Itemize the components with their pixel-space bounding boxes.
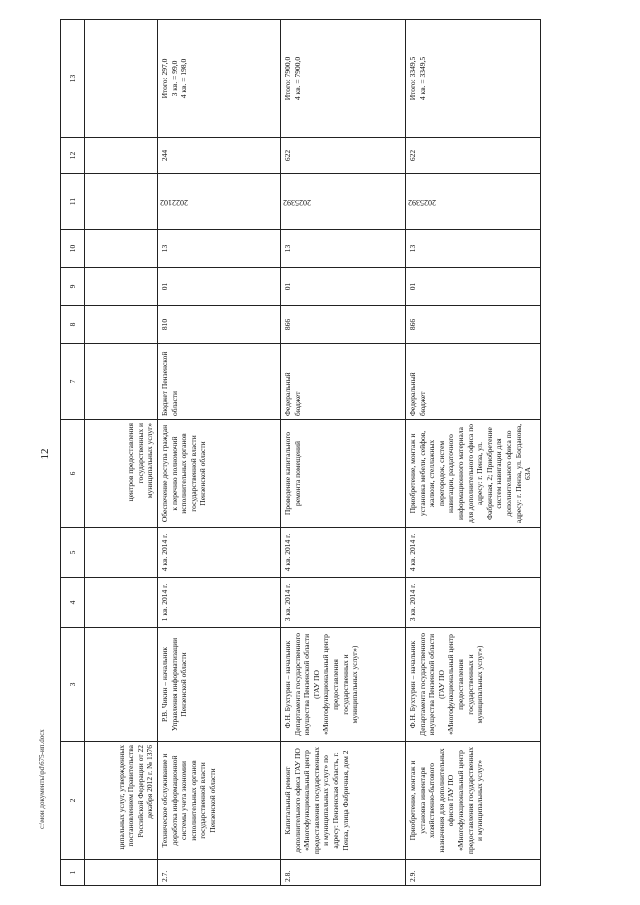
row-number: 2.8. (281, 860, 406, 886)
section-code: 01 (406, 268, 541, 306)
row-number (85, 860, 158, 886)
header-cell: 7 (61, 344, 85, 420)
financing-quarter: 3 кв. = 99,0 (169, 60, 179, 97)
start-date: 3 кв. 2014 г. (406, 578, 541, 628)
header-cell: 6 (61, 420, 85, 528)
footer-file-path: c:\мои документы\pd\675-ип.docx (38, 729, 46, 829)
expected-result: Проведение капитального ремонта помещений (281, 420, 406, 528)
table-row (406, 20, 541, 886)
table-header-row (61, 20, 85, 886)
financing-quarter: 4 кв. = 7900,0 (292, 56, 302, 101)
budget-code (85, 306, 158, 344)
table-row (85, 20, 158, 886)
target-article (406, 174, 541, 230)
expense-type (85, 138, 158, 174)
responsible: Р.В. Чикин – начальник Управления информатизации Пензенской области (158, 628, 281, 742)
start-date: 1 кв. 2014 г. (158, 578, 281, 628)
end-date (85, 528, 158, 578)
financing-amount (158, 20, 281, 138)
header-cell: 2 (61, 742, 85, 860)
program-activities-table (60, 19, 541, 886)
section-code: 01 (281, 268, 406, 306)
expected-result: центров предоставления государственных и муниципальных услуг» (85, 420, 158, 528)
page-number: 12 (39, 448, 51, 460)
row-number: 2.7. (158, 860, 281, 886)
header-cell: 11 (61, 174, 85, 230)
table-row (281, 20, 406, 886)
target-article (85, 174, 158, 230)
target-article (281, 174, 406, 230)
subsection-code: 13 (406, 230, 541, 268)
budget-code: 866 (281, 306, 406, 344)
financing-amount (406, 20, 541, 138)
expected-result: Обеспечение доступа граждан к перечню полномочий исполнительных органов государственной власти Пензенской области (158, 420, 281, 528)
activity-name: Техническое обслуживание и доработка информационной системы учета экономии исполнительных органов государственной власти Пензенской области (158, 742, 281, 860)
financing-total: Итого: 297,0 (160, 58, 169, 99)
financing-total: Итого: 3349,5 (408, 56, 417, 101)
header-cell: 1 (61, 860, 85, 886)
expense-type: 244 (158, 138, 281, 174)
end-date: 4 кв. 2014 г. (406, 528, 541, 578)
section-code: 01 (158, 268, 281, 306)
program-table-rotated (60, 20, 630, 886)
expected-result: Приобретение, монтаж и установка мебели, сейфов, жалюзи, стеллажных перегородок, систем навигации, раздаточного информационного материала для дополнительного офиса по адресу: г. Пенза, ул. Фабричная, 2; Приобретение систем навигации для дополнительного офиса по адресу: г. Пенза, ул. Богданова, 63А (406, 420, 541, 528)
funding-source: Федеральный бюджет (406, 344, 541, 420)
responsible (85, 628, 158, 742)
responsible: Ф.Н. Бухтурин – начальник Департамента государственного имущества Пензенской области (ГАУ ПО «Многофункциональный центр предоставления государственных и муниципальных услуг») (281, 628, 406, 742)
funding-source (85, 344, 158, 420)
financing-quarter: 4 кв. = 3349,5 (417, 56, 427, 101)
expense-type: 622 (406, 138, 541, 174)
responsible: Ф.Н. Бухтурин – начальник Департамента государственного имущества Пензенской области (ГАУ ПО «Многофункциональный центр предоставления государственных и муниципальных услуг») (406, 628, 541, 742)
header-cell: 4 (61, 578, 85, 628)
target-article-value: 2022102 (160, 197, 188, 207)
subsection-code: 13 (158, 230, 281, 268)
target-article-value: 2025392 (408, 197, 436, 207)
financing-amount (85, 20, 158, 138)
start-date (85, 578, 158, 628)
header-cell: 10 (61, 230, 85, 268)
end-date: 4 кв. 2014 г. (158, 528, 281, 578)
target-article (158, 174, 281, 230)
activity-name: ципальных услуг, утвержденных постановлением Правительства Российской Федерации от 22 декабря 2012 г. № 1376 (85, 742, 158, 860)
funding-source: Федеральный бюджет (281, 344, 406, 420)
table-row (158, 20, 281, 886)
financing-quarter: 4 кв. = 198,0 (179, 58, 189, 99)
financing-amount (281, 20, 406, 138)
target-article-value: 2025392 (283, 197, 311, 207)
expense-type: 622 (281, 138, 406, 174)
start-date: 3 кв. 2014 г. (281, 578, 406, 628)
header-cell: 9 (61, 268, 85, 306)
header-cell: 3 (61, 628, 85, 742)
activity-name: Капитальный ремонт дополнительного офиса ГАУ ПО «Многофункциональный центр предоставления государственных и муниципальных услуг» по адресу: Пензенская область, г. Пенза, улица Фабричная, дом 2 (281, 742, 406, 860)
row-number: 2.9. (406, 860, 541, 886)
subsection-code (85, 230, 158, 268)
section-code (85, 268, 158, 306)
funding-source: Бюджет Пензенской области (158, 344, 281, 420)
subsection-code: 13 (281, 230, 406, 268)
header-cell: 12 (61, 138, 85, 174)
end-date: 4 кв. 2014 г. (281, 528, 406, 578)
header-cell: 5 (61, 528, 85, 578)
header-cell: 13 (61, 20, 85, 138)
budget-code: 866 (406, 306, 541, 344)
activity-name: Приобретение, монтаж и установка инвентаря хозяйственно-бытового назначения для дополнительных офисов ГАУ ПО «Многофункциональный центр предоставления государственных и муниципальных услуг» (406, 742, 541, 860)
budget-code: 810 (158, 306, 281, 344)
financing-total: Итого: 7900,0 (283, 56, 292, 101)
header-cell: 8 (61, 306, 85, 344)
